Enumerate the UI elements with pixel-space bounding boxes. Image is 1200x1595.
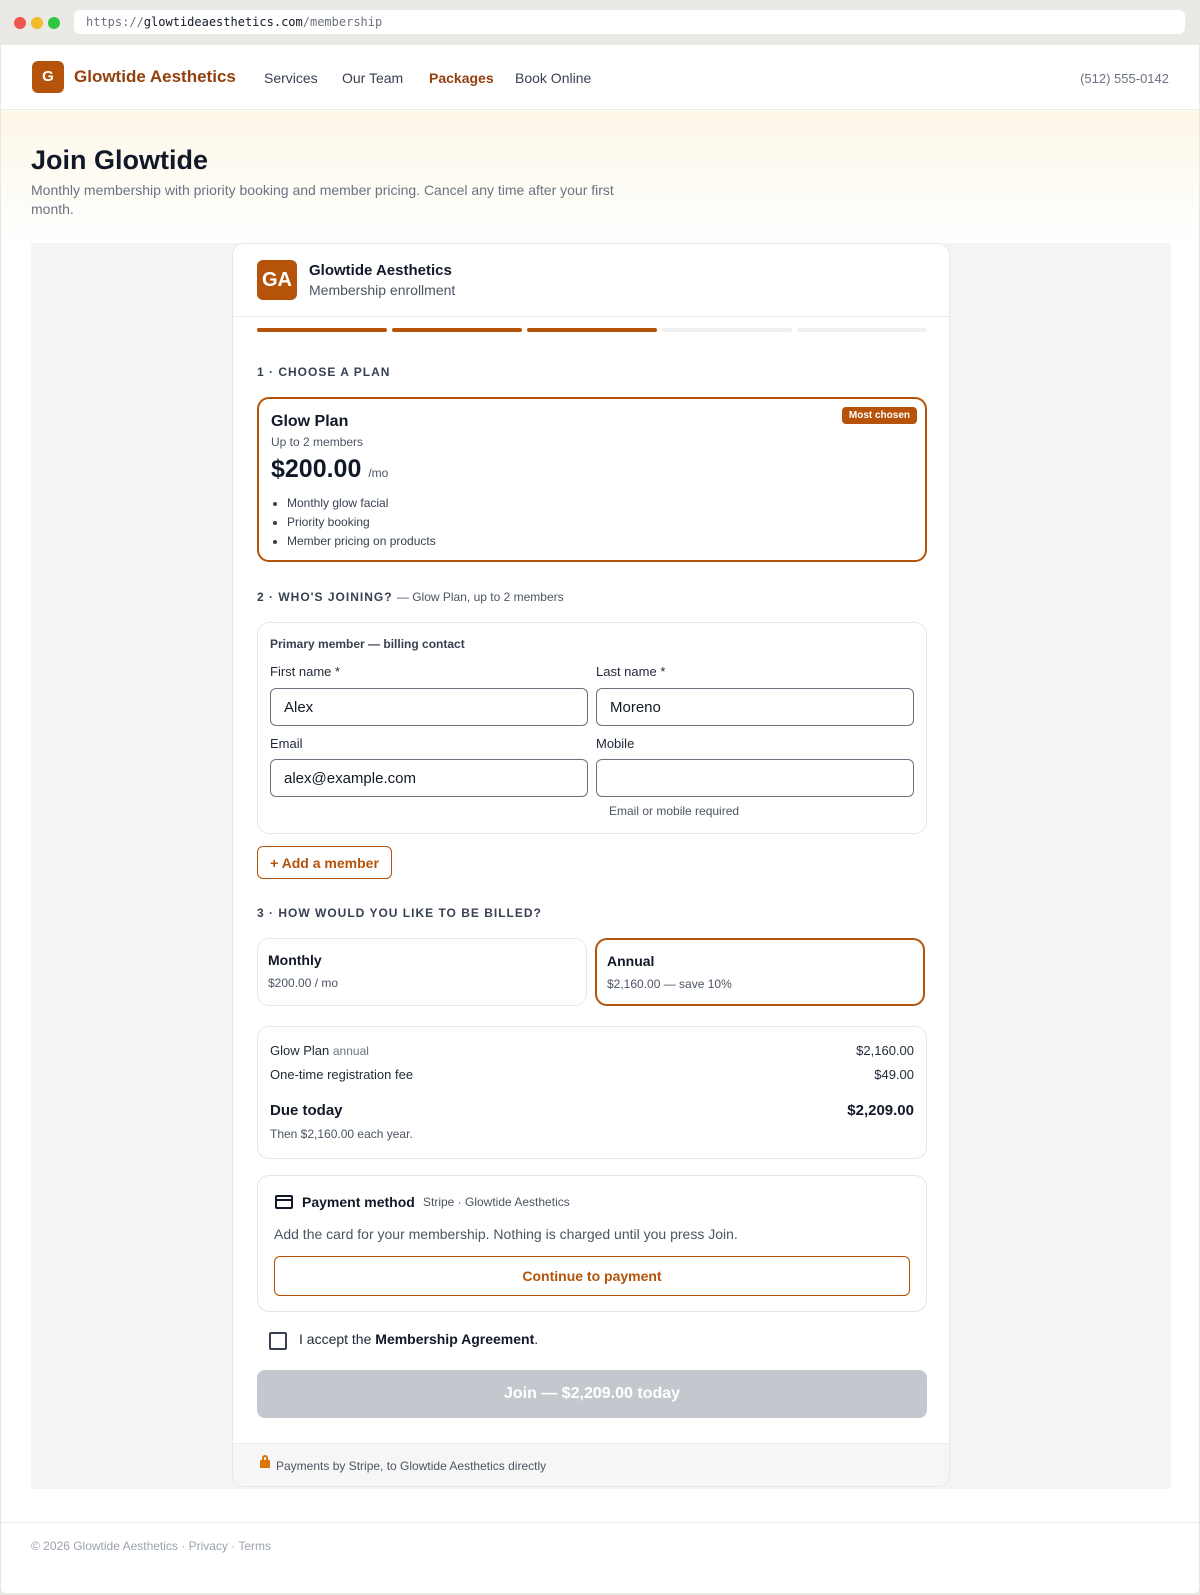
nav-link-book-online[interactable]: Book Online	[515, 70, 592, 86]
page-title: Join Glowtide	[31, 145, 209, 175]
section-heading-billing: 3 · HOW WOULD YOU LIKE TO BE BILLED?	[257, 906, 542, 920]
progress-steps	[257, 328, 927, 332]
last-name-input[interactable]	[596, 688, 914, 726]
enrollment-card	[232, 243, 950, 1487]
phone-number[interactable]: (512) 555-0142	[1080, 71, 1169, 86]
lock-icon	[260, 1460, 270, 1468]
first-name-input[interactable]	[270, 688, 588, 726]
summary-plan-label: Glow Plan	[270, 1043, 330, 1058]
billing-annual-price: $2,160.00 — save 10%	[607, 977, 732, 991]
plan-feature: • Member pricing on products	[287, 532, 436, 551]
url-host: glowtideaesthetics.com	[143, 15, 303, 29]
add-member-button[interactable]: + Add a member	[257, 846, 392, 879]
plan-features	[287, 494, 436, 551]
progress-step	[662, 328, 792, 332]
billing-monthly-price: $200.00 / mo	[268, 976, 339, 990]
page-footer	[1, 1522, 1199, 1593]
payment-provider: Stripe · Glowtide Aesthetics	[423, 1195, 570, 1209]
billing-monthly-name: Monthly	[268, 952, 322, 968]
first-name-label: First name *	[270, 664, 341, 679]
url-scheme: https://	[86, 15, 144, 29]
page	[1, 45, 1199, 1593]
brand-name[interactable]: Glowtide Aesthetics	[74, 67, 236, 86]
email-input[interactable]	[270, 759, 588, 797]
agreement-suffix: .	[534, 1331, 539, 1347]
close-window-icon[interactable]	[14, 17, 26, 29]
agreement-label	[299, 1331, 538, 1347]
summary-plan-qualifier: annual	[332, 1044, 369, 1058]
due-today-amount: $2,209.00	[847, 1102, 914, 1119]
brand-logo[interactable]: G	[32, 61, 64, 93]
recurring-note: Then $2,160.00 each year.	[270, 1127, 413, 1141]
card-subtitle: Membership enrollment	[309, 282, 456, 298]
accept-agreement-checkbox[interactable]	[269, 1332, 287, 1350]
order-summary	[257, 1026, 927, 1159]
plan-members: Up to 2 members	[271, 435, 364, 449]
business-logo: GA	[257, 260, 297, 300]
mobile-label: Mobile	[596, 736, 635, 751]
plan-name: Glow Plan	[271, 413, 349, 430]
members-heading-note: — Glow Plan, up to 2 members	[396, 590, 564, 604]
nav-link-packages[interactable]: Packages	[429, 70, 494, 86]
continue-to-payment-button[interactable]: Continue to payment	[274, 1256, 910, 1296]
section-heading-plan: 1 · CHOOSE A PLAN	[257, 365, 391, 379]
url-path: /membership	[302, 15, 383, 29]
plan-feature: • Monthly glow facial	[287, 494, 436, 513]
browser-chrome	[0, 0, 1200, 45]
progress-step	[797, 328, 927, 332]
due-today-label: Due today	[270, 1102, 343, 1119]
plan-price-period: /mo	[368, 466, 389, 480]
summary-fee-label: One-time registration fee	[270, 1067, 414, 1082]
page-subtitle: Monthly membership with priority booking and member pricing. Cancel any time after your first month.	[31, 182, 614, 217]
maximize-window-icon[interactable]	[48, 17, 60, 29]
mobile-input[interactable]	[596, 759, 914, 797]
agreement-prefix: I accept the	[299, 1331, 376, 1347]
payment-method-title: Payment method	[302, 1194, 415, 1210]
stripe-note: Payments by Stripe, to Glowtide Aesthetics directly	[276, 1459, 547, 1473]
plan-feature: • Priority booking	[287, 513, 436, 532]
plan-price-value: $200.00	[271, 455, 362, 483]
section-heading-members	[257, 590, 564, 604]
top-nav	[1, 45, 1199, 110]
membership-agreement-link[interactable]: Membership Agreement	[375, 1331, 535, 1347]
address-bar[interactable]	[74, 10, 1185, 34]
summary-fee-amount: $49.00	[874, 1067, 914, 1082]
primary-member-title: Primary member — billing contact	[270, 637, 465, 651]
nav-link-services[interactable]: Services	[264, 70, 318, 86]
summary-plan-amount: $2,160.00	[856, 1043, 914, 1058]
most-chosen-badge: Most chosen	[842, 407, 917, 424]
members-heading-text: 2 · WHO'S JOINING?	[257, 590, 393, 604]
billing-option-monthly[interactable]	[257, 938, 587, 1006]
billing-annual-name: Annual	[607, 953, 655, 969]
contact-hint: Email or mobile required	[609, 804, 740, 818]
summary-plan-row	[270, 1043, 914, 1058]
credit-card-icon	[275, 1195, 293, 1209]
minimize-window-icon[interactable]	[31, 17, 43, 29]
progress-step	[392, 328, 522, 332]
summary-due-row	[270, 1102, 914, 1119]
summary-fee-row	[270, 1067, 914, 1082]
business-name: Glowtide Aesthetics	[309, 262, 452, 279]
nav-link-our-team[interactable]: Our Team	[342, 70, 404, 86]
billing-option-annual[interactable]	[595, 938, 925, 1006]
card-header	[233, 244, 949, 317]
payment-method-box	[257, 1175, 927, 1312]
footer-text: © 2026 Glowtide Aesthetics · Privacy · Terms	[31, 1539, 272, 1553]
progress-step	[527, 328, 657, 332]
plan-price	[271, 455, 388, 484]
email-label: Email	[270, 736, 303, 751]
primary-member-box	[257, 622, 927, 834]
payment-description: Add the card for your membership. Nothing is charged until you press Join.	[274, 1226, 738, 1242]
join-button[interactable]: Join — $2,209.00 today	[257, 1370, 927, 1418]
last-name-label: Last name *	[596, 664, 666, 679]
progress-step	[257, 328, 387, 332]
hero	[1, 111, 1199, 245]
card-footer	[233, 1443, 949, 1486]
plan-option-glow[interactable]	[257, 397, 927, 562]
